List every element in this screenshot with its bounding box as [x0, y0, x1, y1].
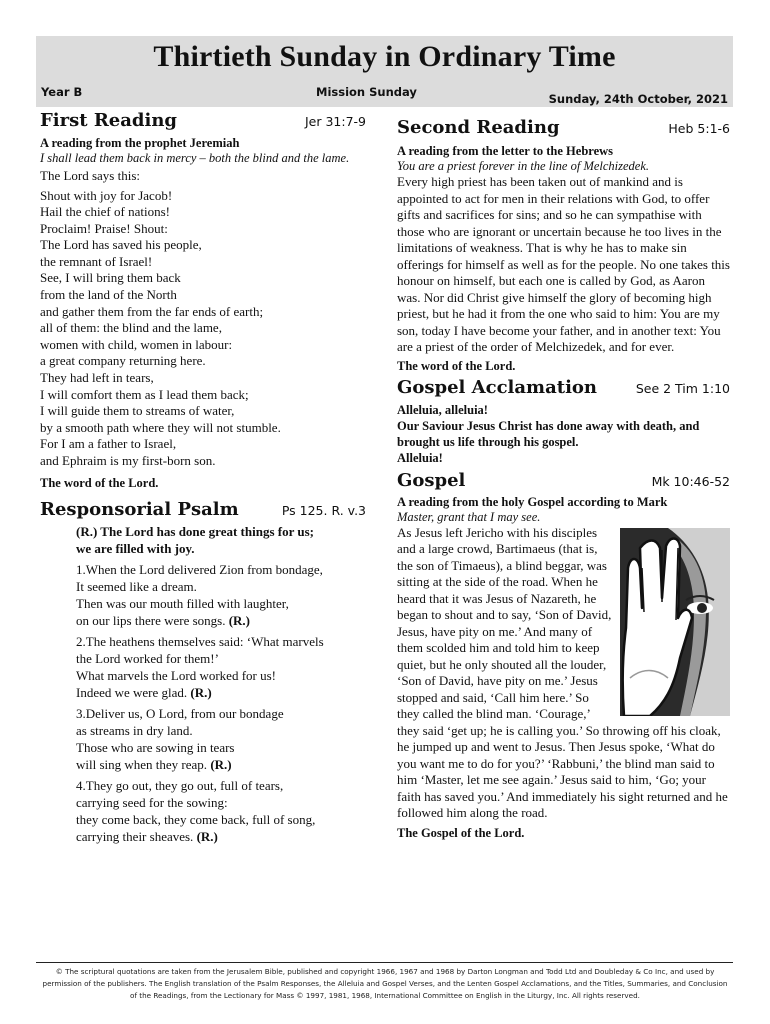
verse-line: by a smooth path where they will not stumble.: [40, 419, 281, 435]
first-reading-ref: Jer 31:7-9: [304, 114, 366, 129]
verse-line: all of them: the blind and the lame,: [40, 320, 222, 336]
verse-line: I will guide them to streams of water,: [40, 403, 235, 419]
first-reading-closing: The word of the Lord.: [40, 475, 159, 490]
gospel-acclamation: [397, 377, 730, 466]
acclamation-alleluia: Alleluia, alleluia!: [397, 402, 488, 417]
verse-line: the remnant of Israel!: [40, 253, 153, 269]
verse-line: and gather them from the far ends of earth;: [40, 303, 264, 319]
stanza-line: 4.They go out, they go out, full of tears,: [76, 777, 284, 793]
response-marker: (R.): [196, 828, 218, 844]
right-column: [397, 117, 730, 841]
verse-line: For I am a father to Israel,: [40, 436, 177, 452]
psalm-stanza: [76, 705, 366, 773]
acclamation-title: Gospel Acclamation: [397, 376, 597, 398]
psalm-response-line: we are filled with joy.: [76, 540, 195, 556]
stanza-line: on our lips there were songs.: [76, 612, 226, 628]
response-marker: (R.): [210, 756, 232, 772]
acclamation-alleluia-end: Alleluia!: [397, 450, 443, 465]
verse-line: The Lord has saved his people,: [40, 237, 202, 253]
first-reading-heading: [40, 110, 366, 131]
second-reading-summary: You are a priest forever in the line of Melchizedek.: [397, 159, 650, 173]
verse-line: Proclaim! Praise! Shout:: [40, 220, 168, 236]
psalm-response: [76, 523, 366, 557]
verse-line: and Ephraim is my first-born son.: [40, 453, 216, 468]
stanza-line: What marvels the Lord worked for us!: [76, 667, 276, 683]
psalm-title: Responsorial Psalm: [40, 498, 239, 520]
first-reading: [40, 110, 366, 491]
second-reading: [397, 117, 730, 374]
gospel-title: Gospel: [397, 469, 466, 491]
response-marker: (R.): [190, 684, 212, 700]
gospel-ref: Mk 10:46-52: [651, 473, 730, 489]
liturgical-year: Year B: [41, 85, 83, 99]
psalm-response-line: (R.) The Lord has done great things for us;: [76, 523, 314, 539]
hand-over-eye-icon: [620, 528, 730, 716]
stanza-line: will sing when they reap.: [76, 756, 208, 772]
second-reading-ref: Heb 5:1-6: [668, 121, 730, 136]
responsorial-psalm: [40, 499, 366, 845]
verse-line: Hail the chief of nations!: [40, 204, 170, 220]
stanza-line: 1.When the Lord delivered Zion from bondage,: [76, 561, 323, 577]
psalm-ref: Ps 125. R. v.3: [281, 502, 366, 518]
acclamation-heading: [397, 377, 730, 398]
occasion-label: Mission Sunday: [316, 85, 417, 99]
gospel-closing: The Gospel of the Lord.: [397, 825, 525, 840]
stanza-line: Indeed we were glad.: [76, 684, 188, 700]
left-column: [40, 110, 366, 845]
psalm-stanza: [76, 633, 366, 701]
psalm-heading: [40, 499, 366, 520]
verse-line: They had left in tears,: [40, 370, 154, 386]
second-reading-title: Second Reading: [397, 117, 560, 138]
stanza-line: 2.The heathens themselves said: ‘What marvels: [76, 633, 324, 649]
first-reading-lines: [40, 188, 366, 470]
acclamation-verse: Our Saviour Jesus Christ has done away with death, and brought us life through his gospel.: [397, 418, 700, 449]
second-reading-closing: The word of the Lord.: [397, 358, 516, 373]
verse-line: from the land of the North: [40, 287, 177, 303]
response-marker: (R.): [228, 612, 251, 628]
stanza-line: carrying seed for the sowing:: [76, 794, 228, 810]
stanza-line: It seemed like a dream.: [76, 578, 197, 594]
second-reading-intro: A reading from the letter to the Hebrews: [397, 144, 614, 158]
verse-line: a great company returning here.: [40, 353, 206, 369]
psalm-stanza: [76, 561, 366, 629]
service-date: Sunday, 24th October, 2021: [548, 92, 728, 106]
stanza-line: carrying their sheaves.: [76, 828, 194, 844]
first-reading-summary: I shall lead them back in mercy – both the blind and the lame.: [40, 151, 350, 165]
second-reading-heading: [397, 117, 730, 138]
acclamation-ref: See 2 Tim 1:10: [635, 380, 730, 396]
page-title: Thirtieth Sunday in Ordinary Time: [153, 40, 616, 73]
stanza-line: Those who are sowing in tears: [76, 739, 235, 755]
stanza-line: Then was our mouth filled with laughter,: [76, 595, 289, 611]
footer-divider: [36, 962, 733, 963]
psalm-stanza: [76, 777, 366, 845]
first-reading-opening: The Lord says this:: [40, 168, 141, 183]
stanza-line: as streams in dry land.: [76, 722, 193, 738]
gospel-heading: [397, 470, 730, 491]
verse-line: women with child, women in labour:: [40, 336, 233, 352]
stanza-line: the Lord worked for them!’: [76, 650, 219, 666]
verse-line: Shout with joy for Jacob!: [40, 187, 173, 203]
gospel-summary: Master, grant that I may see.: [397, 509, 541, 524]
first-reading-title: First Reading: [40, 110, 177, 131]
gospel-intro: A reading from the holy Gospel according to Mark: [397, 494, 668, 509]
verse-line: I will comfort them as I lead them back;: [40, 386, 249, 402]
stanza-line: 3.Deliver us, O Lord, from our bondage: [76, 705, 284, 721]
second-reading-body: Every high priest has been taken out of mankind and is appointed to act for men in their relations with God, to offer gifts and sacrifices for sins; and so he can sympathise with those who are ignorant or uncertain because he too lives in the limitations of weakness. That is why he has to make sin offerings for himself as well as for the people. No one takes this honour on himself, but each one is called by God, as Aaron was. Nor did Christ give himself the glory of becoming high priest, but he had it from the one who said to him: You are my son, today I have become your father, and in another text: You are a priest of the order of Melchizedek, and for ever.: [397, 174, 730, 354]
gospel-text: [397, 525, 730, 822]
gospel-body: As Jesus left Jericho with his disciples and a large crowd, Bartimaeus (that is, the son of Timaeus), a blind beggar, was sitting at the side of the road. When he heard that it was Jesus of Nazareth, he began to shout and to say, ‘Son of David, Jesus, have pity on me.’ And many of them scolded him and told him to keep quiet, but he only shouted all the louder, ‘Son of David, have pity on me.’ Jesus stopped and said, ‘Call him here.’ So they called the blind man. ‘Courage,’ they said ‘get up; he is calling you.’ So throwing off his cloak, he jumped up and went to Jesus. Then Jesus spoke, ‘What do you want me to do for you?’ ‘Rabbuni,’ the blind man said to him ‘Master, let me see again.’ Jesus said to him, ‘Go; your faith has saved you.’ And immediately his sight returned and he followed him along the road.: [397, 524, 728, 820]
psalm-body: [40, 523, 366, 845]
copyright-footer: © The scriptural quotations are taken from the Jerusalem Bible, published and copyright 1966, 1967 and 1968 by Darton Longman and Todd Ltd and Doubleday & Co Inc, and used by permission of the publishers. The English translation of the Psalm Responses, the Alleluia and Gospel Verses, and the Lenten Gospel Acclamations, and the Titles, Summaries, and Conclusion of the Readings, from the Lectionary for Mass © 1997, 1981, 1968, International Committee on English in the Liturgy, Inc. All rights reserved.: [42, 967, 728, 1000]
first-reading-intro: A reading from the prophet Jeremiah: [40, 136, 240, 150]
verse-line: See, I will bring them back: [40, 270, 181, 286]
stanza-line: they come back, they come back, full of song,: [76, 811, 316, 827]
page-header: [36, 36, 733, 107]
gospel: [397, 470, 730, 841]
